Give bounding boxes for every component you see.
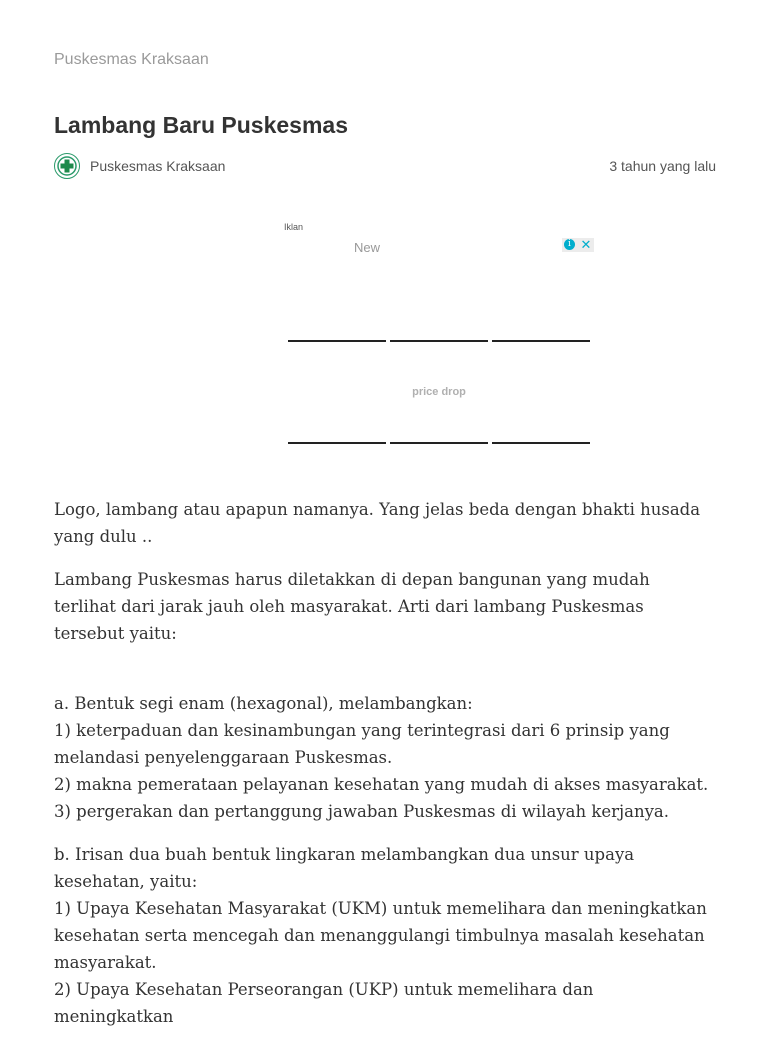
article-paragraph: Lambang Puskesmas harus diletakkan di depan bangunan yang mudah terlihat dari jarak jauh oleh masyarakat. Arti dari lambang Puskesmas tersebut yaitu: (54, 570, 650, 643)
ad-choices[interactable] (562, 238, 594, 252)
section-heading: a. Bentuk segi enam (hexagonal), melambangkan: (54, 694, 473, 713)
section-b (54, 841, 716, 1030)
article-paragraph: Logo, lambang atau apapun namanya. Yang jelas beda dengan bhakti husada yang dulu .. (54, 500, 701, 546)
ad-divider (288, 340, 386, 342)
list-item: 1) keterpaduan dan kesinambungan yang terintegrasi dari 6 prinsip yang melandasi penyelenggaraan Puskesmas. (54, 721, 670, 767)
ad-divider (390, 442, 488, 444)
list-item: 1) Upaya Kesehatan Masyarakat (UKM) untuk memelihara dan meningkatkan kesehatan serta mencegah dan menanggulangi timbulnya masalah kesehatan masyarakat. (54, 899, 707, 972)
ad-label: Iklan (284, 222, 304, 232)
list-item: 3) pergerakan dan pertanggung jawaban Puskesmas di wilayah kerjanya. (54, 802, 669, 821)
list-item: 2) makna pemerataan pelayanan kesehatan yang mudah di akses masyarakat. (54, 775, 709, 794)
ad-divider (492, 340, 590, 342)
ad-price-text[interactable]: price drop (412, 386, 466, 398)
site-name-link[interactable]: Puskesmas Kraksaan (54, 51, 209, 68)
ad-headline[interactable]: New (354, 240, 381, 255)
ad-banner[interactable] (284, 220, 594, 482)
paragraph-spacer (54, 663, 716, 690)
medical-cross-icon (57, 156, 77, 176)
close-icon[interactable]: ✕ (580, 237, 592, 252)
section-heading: b. Irisan dua buah bentuk lingkaran melambangkan dua unsur upaya kesehatan, yaitu: (54, 845, 635, 891)
post-title: Lambang Baru Puskesmas (54, 112, 349, 138)
author-avatar[interactable] (54, 153, 80, 179)
author-name[interactable]: Puskesmas Kraksaan (90, 158, 226, 174)
section-a (54, 690, 716, 825)
ad-divider (390, 340, 488, 342)
post-date: 3 tahun yang lalu (609, 158, 716, 174)
ad-divider (288, 442, 386, 444)
list-item: 2) Upaya Kesehatan Perseorangan (UKP) untuk memelihara dan meningkatkan (54, 980, 594, 1026)
post-meta (54, 153, 716, 181)
ad-divider (492, 442, 590, 444)
article-body (54, 496, 716, 1046)
info-icon[interactable]: i (564, 239, 575, 250)
